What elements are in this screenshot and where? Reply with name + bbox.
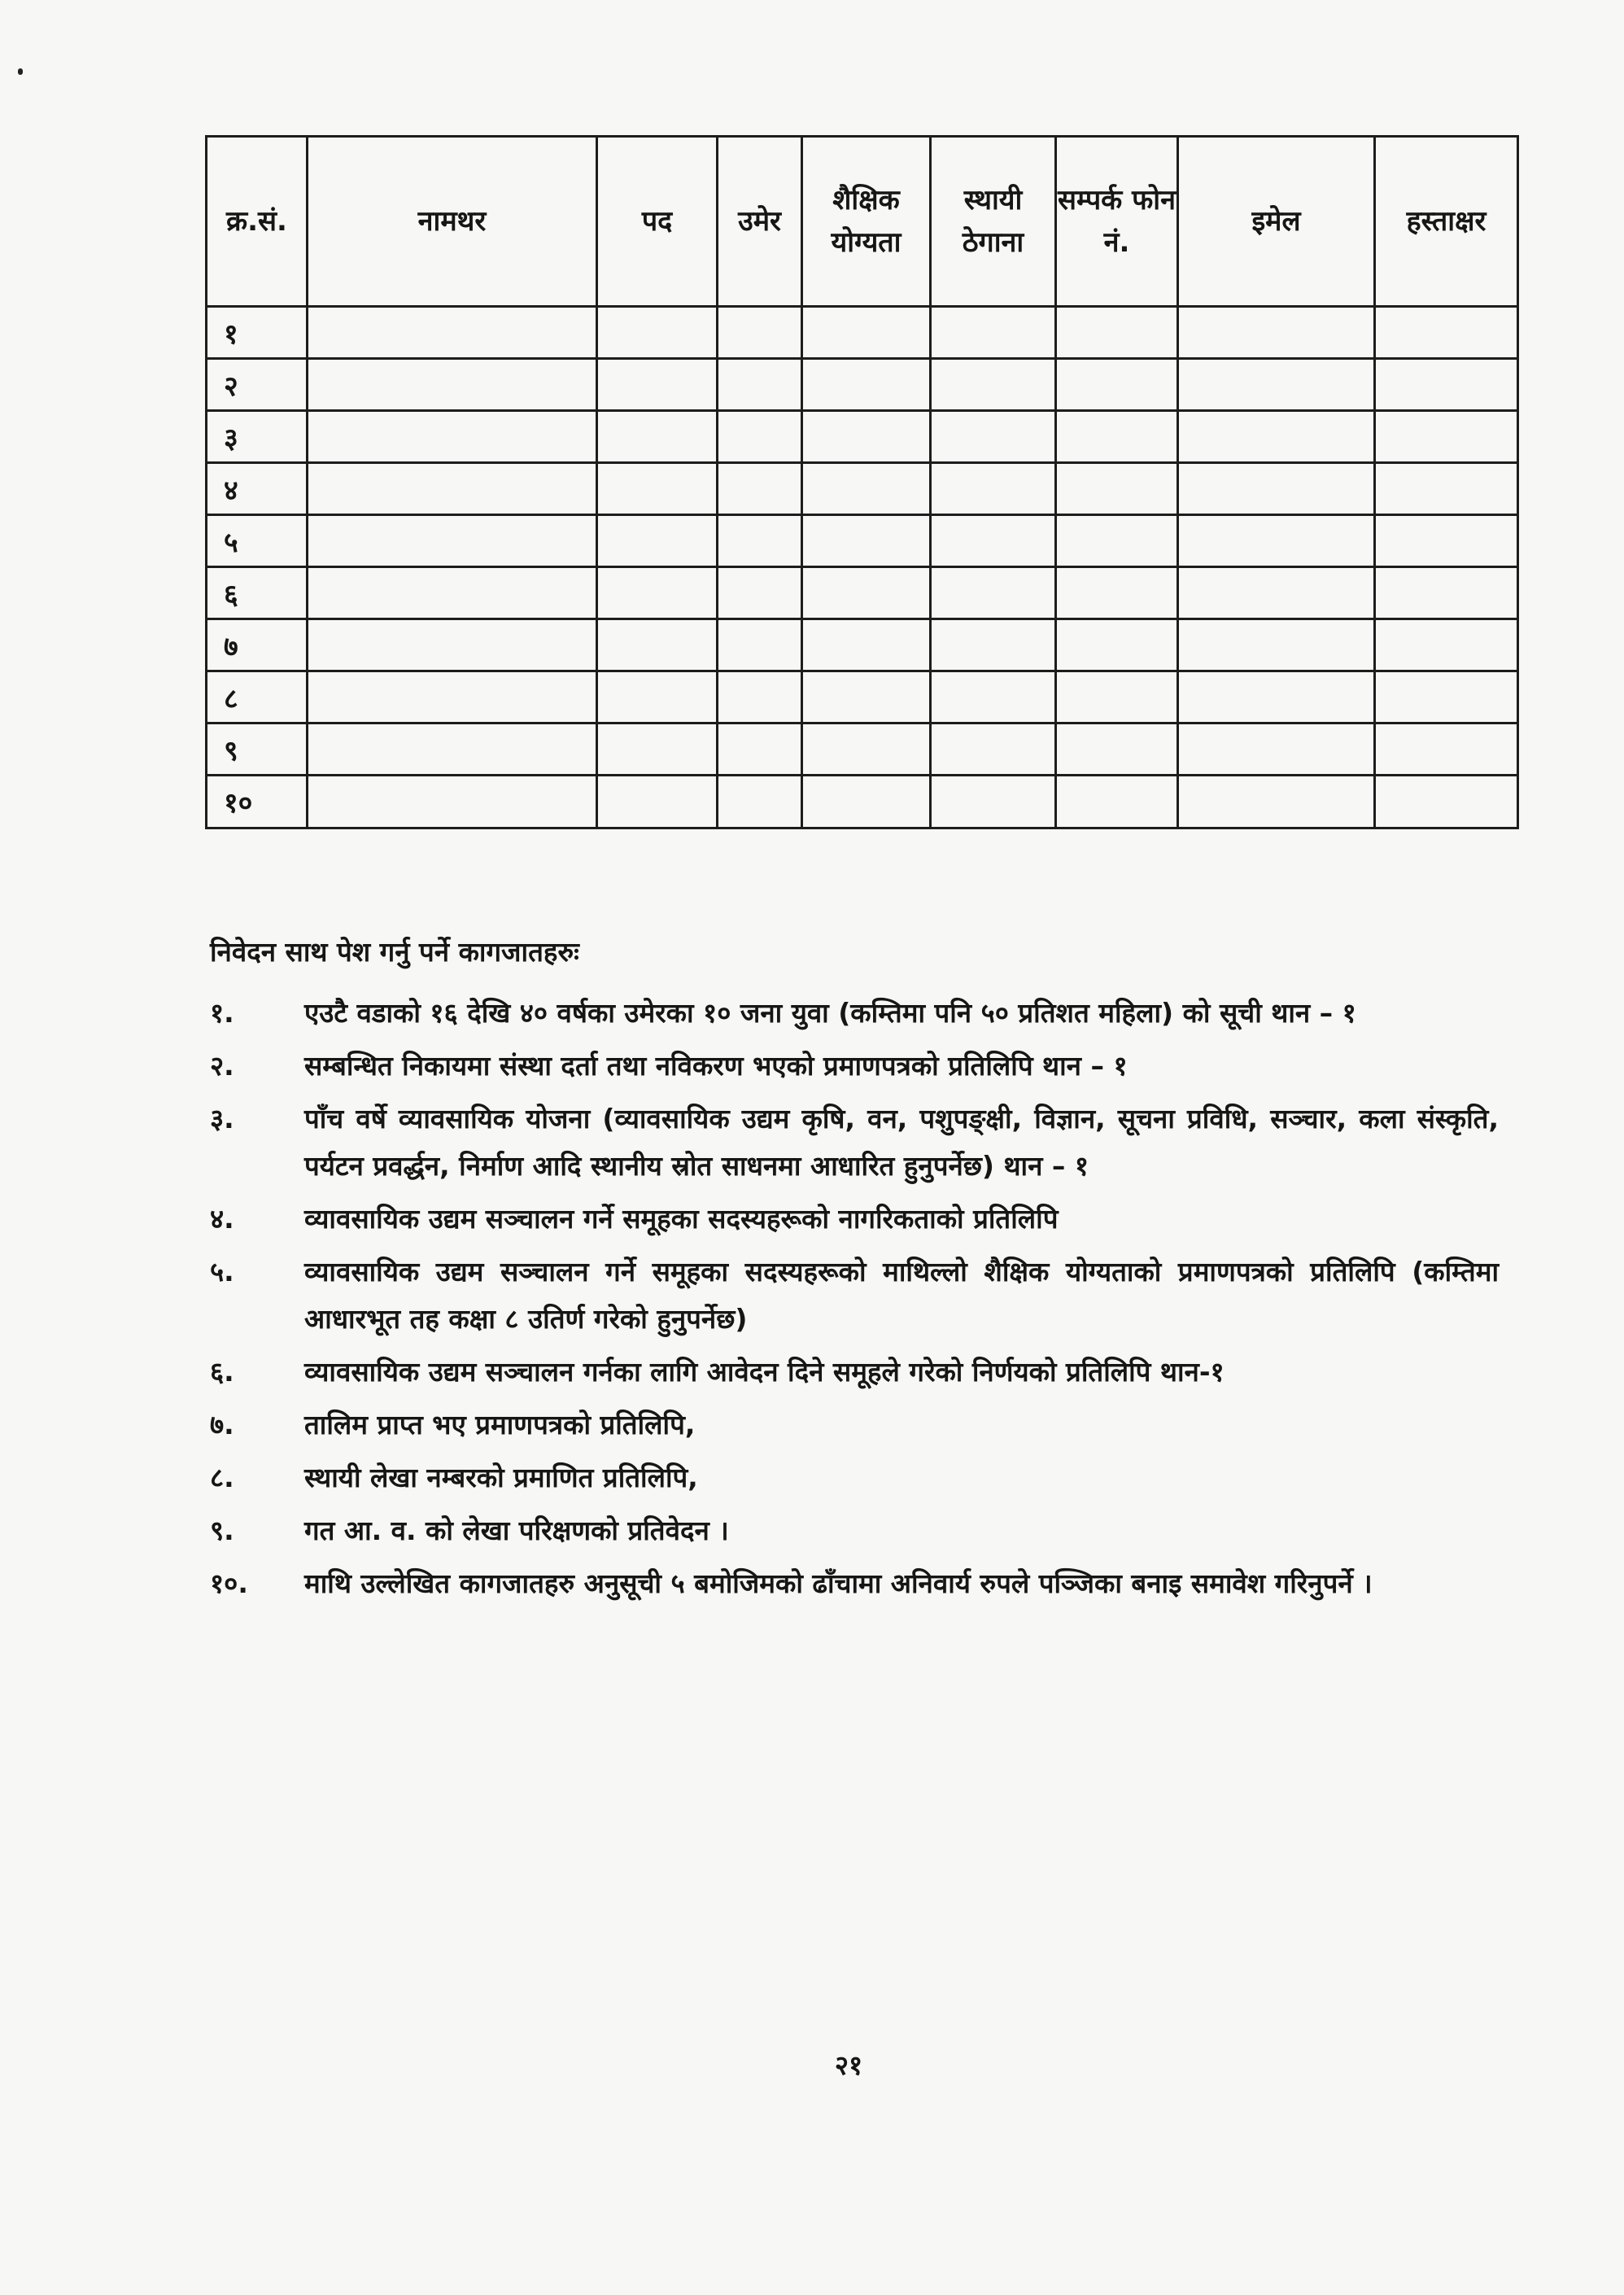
list-item-text: व्यावसायिक उद्यम सञ्चालन गर्नका लागि आवेदन दिने समूहले गरेको निर्णयको प्रतिलिपि थान-१ [304,1356,1225,1388]
list-item-text: व्यावसायिक उद्यम सञ्चालन गर्ने समूहका सदस्यहरूको माथिल्लो शैक्षिक योग्यताको प्रमाणपत्रको प्रतिलिपि (कम्तिमा आधारभूत तह कक्षा ८ उतिर्ण गरेको हुनुपर्नेछ) [304,1256,1499,1335]
table-row [207,776,1518,828]
cell-age [718,619,802,671]
list-item [210,1401,1499,1449]
table-row [207,463,1518,515]
list-item-number: ७. [210,1409,234,1440]
list-item-text: स्थायी लेखा नम्बरको प्रमाणित प्रतिलिपि, [304,1462,698,1493]
list-item [210,990,1499,1037]
list-item-number: ३. [210,1103,234,1134]
list-item-text: तालिम प्राप्त भए प्रमाणपत्रको प्रतिलिपि, [304,1409,696,1440]
cell-email [1178,776,1375,828]
cell-age [718,463,802,515]
row-serial-number: ९ [207,723,308,776]
table-row [207,411,1518,463]
cell-position [597,307,718,359]
list-item-number: १०. [210,1567,248,1599]
cell-name [308,359,597,411]
cell-phone [1056,359,1178,411]
table-row [207,359,1518,411]
cell-name [308,411,597,463]
cell-phone [1056,463,1178,515]
list-item-text: माथि उल्लेखित कागजातहरु अनुसूची ५ बमोजिमको ढाँचामा अनिवार्य रुपले पञ्जिका बनाइ समावेश गरिनुपर्ने । [304,1567,1373,1599]
cell-email [1178,307,1375,359]
cell-age [718,567,802,619]
row-serial-number: ४ [207,463,308,515]
list-item [210,1248,1499,1343]
list-item [210,1507,1499,1554]
header-contact-phone: सम्पर्क फोन नं. [1056,137,1178,307]
cell-signature [1375,671,1518,723]
row-serial-number: ६ [207,567,308,619]
table-row [207,671,1518,723]
list-item-text: सम्बन्धित निकायमा संस्था दर्ता तथा नविकरण भएको प्रमाणपत्रको प्रतिलिपि थान – १ [304,1050,1128,1082]
list-item-number: ६. [210,1356,234,1388]
row-serial-number: ५ [207,515,308,567]
row-serial-number: ३ [207,411,308,463]
list-item [210,1349,1499,1396]
cell-position [597,411,718,463]
cell-name [308,671,597,723]
header-full-name: नामथर [308,137,597,307]
row-serial-number: ७ [207,619,308,671]
cell-position [597,619,718,671]
cell-email [1178,411,1375,463]
header-permanent-address: स्थायी ठेगाना [931,137,1056,307]
cell-email [1178,359,1375,411]
requirements-heading: निवेदन साथ पेश गर्नु पर्ने कागजातहरुः [210,936,579,968]
cell-signature [1375,515,1518,567]
cell-address [931,515,1056,567]
cell-address [931,723,1056,776]
cell-signature [1375,619,1518,671]
cell-phone [1056,619,1178,671]
cell-position [597,723,718,776]
cell-position [597,776,718,828]
cell-name [308,515,597,567]
cell-email [1178,723,1375,776]
requirements-list [210,990,1499,1613]
table-header-row [207,137,1518,307]
list-item-number: ९. [210,1515,234,1546]
table-body [207,307,1518,828]
list-item-number: ४. [210,1203,234,1235]
header-education: शैक्षिक योग्यता [802,137,931,307]
cell-address [931,307,1056,359]
cell-position [597,463,718,515]
table-row [207,723,1518,776]
cell-position [597,359,718,411]
cell-age [718,411,802,463]
scan-speck [18,68,23,75]
cell-phone [1056,307,1178,359]
cell-age [718,515,802,567]
cell-email [1178,567,1375,619]
cell-address [931,619,1056,671]
table-row [207,619,1518,671]
table-row [207,307,1518,359]
row-serial-number: ८ [207,671,308,723]
cell-education [802,619,931,671]
list-item [210,1560,1499,1607]
cell-phone [1056,411,1178,463]
list-item-text: व्यावसायिक उद्यम सञ्चालन गर्ने समूहका सदस्यहरूको नागरिकताको प्रतिलिपि [304,1203,1059,1235]
cell-phone [1056,776,1178,828]
cell-phone [1056,515,1178,567]
cell-name [308,776,597,828]
cell-phone [1056,567,1178,619]
cell-education [802,723,931,776]
cell-education [802,411,931,463]
cell-name [308,307,597,359]
row-serial-number: १ [207,307,308,359]
cell-address [931,776,1056,828]
cell-education [802,567,931,619]
cell-signature [1375,723,1518,776]
header-signature: हस्ताक्षर [1375,137,1518,307]
cell-signature [1375,567,1518,619]
list-item [210,1043,1499,1090]
cell-name [308,463,597,515]
header-serial-number: क्र.सं. [207,137,308,307]
list-item-text: एउटै वडाको १६ देखि ४० वर्षका उमेरका १० जना युवा (कम्तिमा पनि ५० प्रतिशत महिला) को सूची थान – १ [304,997,1356,1029]
row-serial-number: २ [207,359,308,411]
cell-signature [1375,359,1518,411]
cell-position [597,671,718,723]
cell-email [1178,515,1375,567]
table-row [207,567,1518,619]
cell-education [802,776,931,828]
table-row [207,515,1518,567]
cell-position [597,515,718,567]
page-number: २१ [834,2049,863,2081]
cell-age [718,723,802,776]
cell-name [308,567,597,619]
list-item-text: गत आ. व. को लेखा परिक्षणको प्रतिवेदन । [304,1515,729,1546]
member-details-table [205,135,1519,829]
cell-email [1178,463,1375,515]
cell-name [308,723,597,776]
list-item-text: पाँच वर्षे व्यावसायिक योजना (व्यावसायिक उद्यम कृषि, वन, पशुपङ्क्षी, विज्ञान, सूचना प्रविधि, सञ्चार, कला संस्कृति, पर्यटन प्रवर्द्धन, निर्माण आदि स्थानीय स्रोत साधनमा आधारित हुनुपर्नेछ) थान – १ [304,1103,1499,1182]
header-email: इमेल [1178,137,1375,307]
cell-address [931,359,1056,411]
cell-signature [1375,776,1518,828]
list-item [210,1196,1499,1243]
cell-education [802,515,931,567]
cell-education [802,307,931,359]
cell-education [802,359,931,411]
cell-name [308,619,597,671]
cell-address [931,463,1056,515]
cell-age [718,359,802,411]
cell-address [931,567,1056,619]
list-item-number: १. [210,997,234,1029]
cell-signature [1375,463,1518,515]
cell-address [931,411,1056,463]
cell-education [802,463,931,515]
list-item-number: ८. [210,1462,234,1493]
header-age: उमेर [718,137,802,307]
cell-address [931,671,1056,723]
cell-signature [1375,411,1518,463]
list-item-number: ५. [210,1256,234,1287]
cell-position [597,567,718,619]
cell-phone [1056,723,1178,776]
header-position: पद [597,137,718,307]
cell-education [802,671,931,723]
list-item [210,1454,1499,1502]
cell-age [718,307,802,359]
list-item [210,1095,1499,1190]
cell-email [1178,619,1375,671]
cell-signature [1375,307,1518,359]
cell-age [718,776,802,828]
cell-phone [1056,671,1178,723]
list-item-number: २. [210,1050,234,1082]
cell-email [1178,671,1375,723]
row-serial-number: १० [207,776,308,828]
cell-age [718,671,802,723]
